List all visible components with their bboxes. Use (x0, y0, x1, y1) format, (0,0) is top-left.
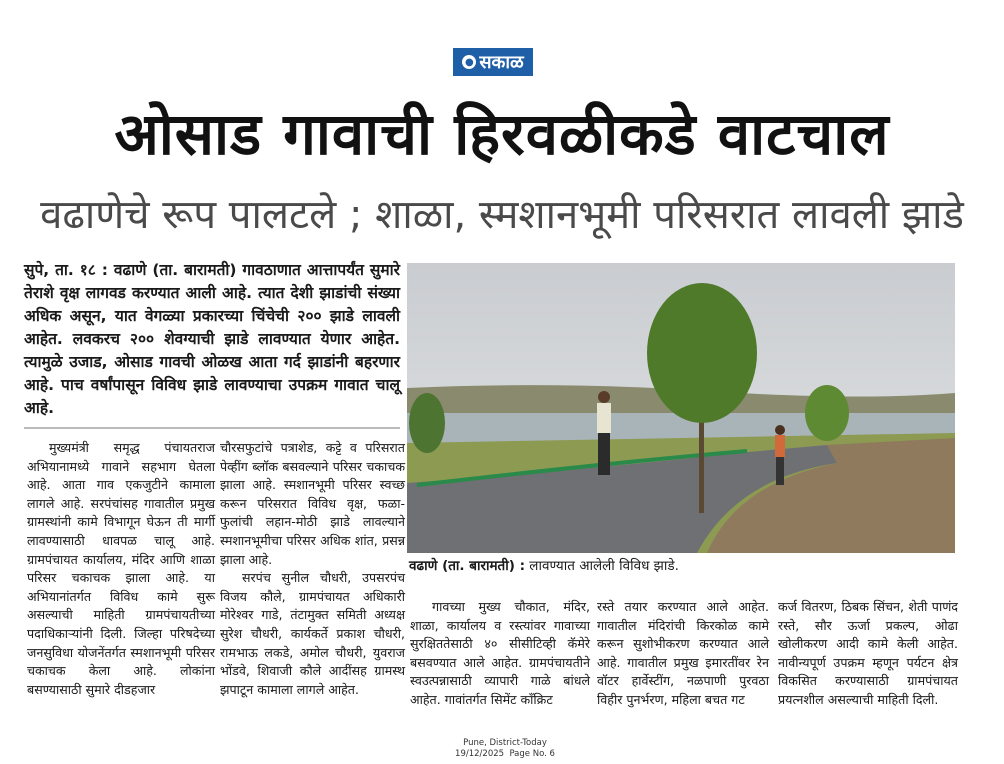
paragraph: चौरसफुटांचे पत्राशेड, कट्टे व परिसरात पेव्हींग ब्लॉक बसवल्याने परिसर चकाचक झाला आहे. स्मशानभूमी परिसर स्वच्छ करून परिसरात विविध वृक्ष, फळा-फुलांची लहान-मोठी झाडे लावल्याने स्मशानभूमीचा परिसर अधिक शांत, प्रसन्न झाला आहे. (220, 440, 405, 567)
divider (24, 427, 400, 429)
edition-footer (405, 738, 605, 760)
subheadline: वढाणेचे रूप पालटले ; शाळा, स्मशानभूमी परिसरात लावली झाडे (40, 192, 964, 238)
headline: ओसाड गावाची हिरवळीकडे वाटचाल (114, 100, 890, 168)
article-column-3 (410, 598, 590, 710)
photo-caption (409, 556, 679, 574)
paragraph: कर्ज वितरण, ठिबक सिंचन, शेती पाणंद रस्ते, सौर ऊर्जा प्रकल्प, ओढा खोलीकरण आदी कामे केली आहेत. नावीन्यपूर्ण उपक्रम म्हणून पर्यटन क्षेत्र विकसित करण्यासाठी ग्रामपंचायत प्रयत्नशील असल्याची माहिती दिली. (778, 599, 958, 707)
caption-text: लावण्यात आलेली विविध झाडे. (525, 558, 679, 574)
sakal-logo (453, 48, 533, 76)
paragraph: मुख्यमंत्री समृद्ध पंचायतराज अभियानामध्ये गावाने सहभाग घेतला आहे. आता गाव एकजुटीने कामाला लागले आहे. सरपंचांसह गावातील प्रमुख ग्रामस्थांनी कामे विभागून घेऊन ती मार्गी लावण्यासाठी धावपळ चालू आहे. ग्रामपंचायत कार्यालय, मंदिर आणि शाळा परिसर चकाचक झाला आहे. या अभियानांतर्गत विविध कामे सुरू असल्याची माहिती ग्रामपंचायतीच्या पदाधिकाऱ्यांनी दिली. जिल्हा परिषदेच्या जनसुविधा योजनेंतर्गत स्मशानभूमी परिसर चकाचक केला आहे. लोकांना बसण्यासाठी सुमारे दीडहजार (27, 440, 215, 697)
paragraph: रस्ते तयार करण्यात आले आहेत. गावातील मंदिरांची किरकोळ कामे करून सुशोभीकरण करण्यात आले आहे. गावातील प्रमुख इमारतींवर रेन वॉटर हार्वेस्टींग, नळपाणी पुरवठा विहीर पुनर्भरण, महिला बचत गट (597, 599, 769, 707)
logo-text: सकाळ (479, 52, 524, 73)
article-photo (407, 263, 955, 553)
edition-name: Pune, District-Today (463, 738, 547, 748)
paragraph: सरपंच सुनील चौधरी, उपसरपंच विजय कौले, ग्रामपंचायत अधिकारी मोरेश्वर गाडे, तंटामुक्त समिती अध्यक्ष सुरेश चौधरी, कार्यकर्ते प्रकाश चौधरी, रामभाऊ लकडे, अमोल चौधरी, युवराज भोंडवे, शिवाजी कौले आदींसह ग्रामस्थ झपाटून कामाला लागले आहेत. (220, 570, 405, 697)
article-column-4 (597, 598, 769, 710)
article-column-5 (778, 598, 958, 710)
date-page: 19/12/2025 Page No. 6 (455, 749, 555, 759)
article-column-2 (220, 439, 405, 699)
caption-place: वढाणे (ता. बारामती) : (409, 558, 526, 574)
logo-emblem-icon: ● (462, 55, 476, 69)
paragraph: गावच्या मुख्य चौकात, मंदिर, शाळा, कार्यालय व रस्त्यांवर गावाच्या सुरक्षिततेसाठी ४० सीसीटिव्ही कॅमेरे बसवण्यात आले आहेत. ग्रामपंचायतीने स्वउत्पन्नासाठी व्यापारी गाळे बांधले आहेत. गावांतर्गत सिमेंट कॉंक्रिट (410, 599, 590, 707)
lead-paragraph: सुपे, ता. १८ : वढाणे (ता. बारामती) गावठाणात आत्तापर्यंत सुमारे तेराशे वृक्ष लागवड करण्यात आली आहे. त्यात देशी झाडांची संख्या अधिक असून, यात वेगळ्या प्रकारच्या चिंचेची २०० झाडे लावली आहेत. लवकरच २०० शेवग्याची झाडे लावण्यात येणार आहेत. त्यामुळे उजाड, ओसाड गावची ओळख आता गर्द झाडांनी बहरणार आहे. पाच वर्षांपासून विविध झाडे लावण्याचा उपक्रम गावात चालू आहे. (24, 261, 400, 417)
article-column-1 (27, 439, 215, 699)
